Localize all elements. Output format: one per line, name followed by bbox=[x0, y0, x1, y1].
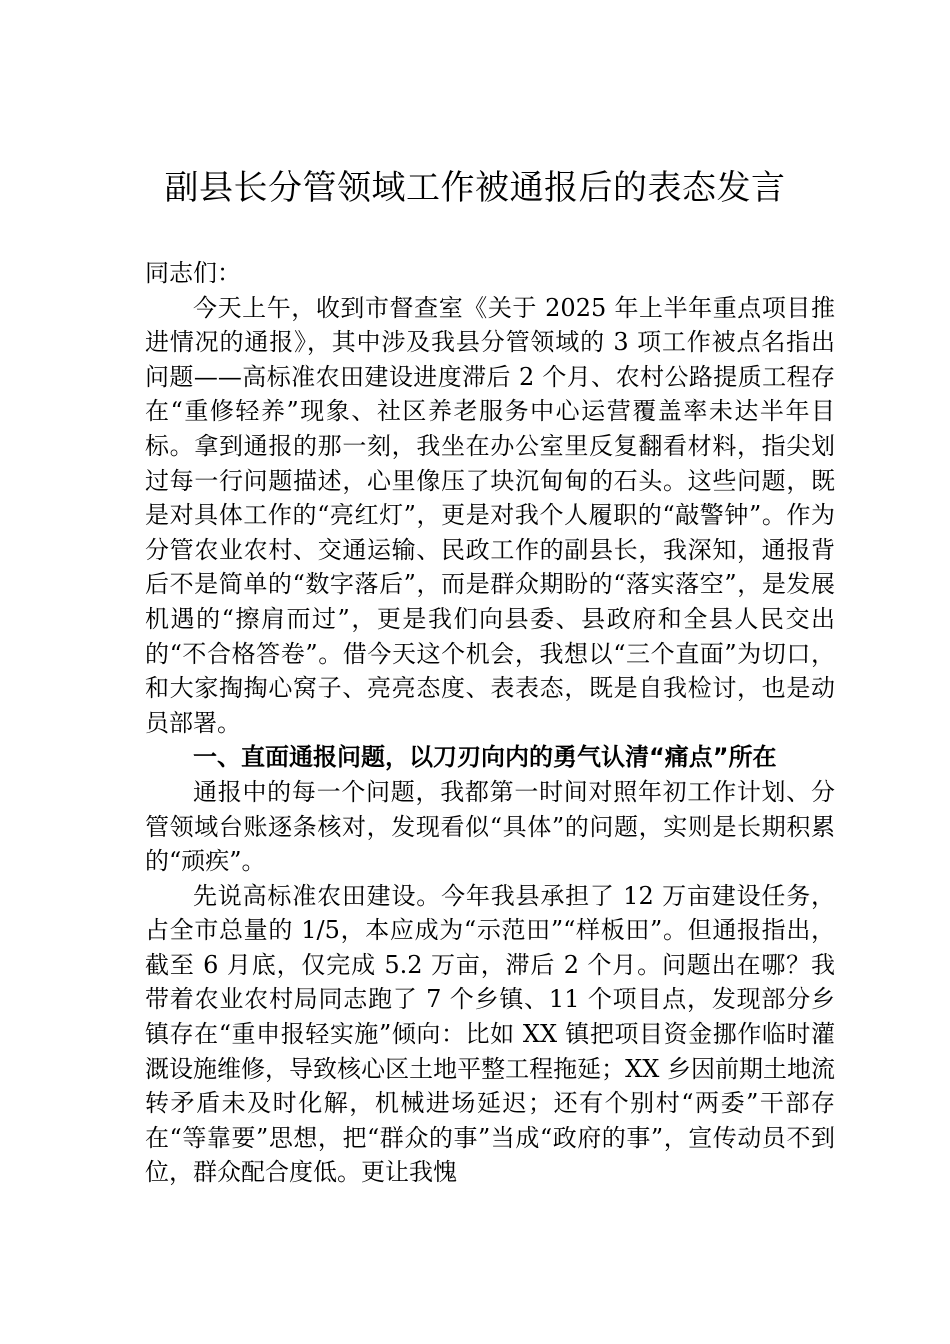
document-body bbox=[145, 256, 835, 1190]
salutation: 同志们： bbox=[145, 259, 241, 287]
document-title: 副县长分管领域工作被通报后的表态发言 bbox=[164, 168, 786, 208]
section-paragraph: 通报中的每一个问题，我都第一时间对照年初工作计划、分管领域台账逐条核对，发现看似“具体”的问题，实则是长期积累的“顽疾”。 bbox=[145, 777, 835, 876]
section-paragraph: 先说高标准农田建设。今年我县承担了 12 万亩建设任务，占全市总量的 1/5，本应成为“示范田”“样板田”。但通报指出，截至 6 月底，仅完成 5.2 万亩，滞后 2 个月。问题出在哪？我带着农业农村局同志跑了 7 个乡镇、11 个项目点，发现部分乡镇存在“重申报轻实施”倾向：比如 XX 镇把项目资金挪作临时灌溉设施维修，导致核心区土地平整工程拖延；XX 乡因前期土地流转矛盾未及时化解，机械进场延迟；还有个别村“两委”干部存在“等靠要”思想，把“群众的事”当成“政府的事”，宣传动员不到位，群众配合度低。更让我愧 bbox=[145, 881, 835, 1187]
section-heading: 一、直面通报问题，以刀刃向内的勇气认清“痛点”所在 bbox=[193, 743, 777, 772]
intro-paragraph: 今天上午，收到市督查室《关于 2025 年上半年重点项目推进情况的通报》，其中涉及我县分管领域的 3 项工作被点名指出问题——高标准农田建设进度滞后 2 个月、农村公路提质工程存在“重修轻养”现象、社区养老服务中心运营覆盖率未达半年目标。拿到通报的那一刻，我坐在办公室里反复翻看材料，指尖划过每一行问题描述，心里像压了块沉甸甸的石头。这些问题，既是对具体工作的“亮红灯”，更是对我个人履职的“敲警钟”。作为分管农业农村、交通运输、民政工作的副县长，我深知，通报背后不是简单的“数字落后”，而是群众期盼的“落实落空”，是发展机遇的“擦肩而过”，更是我们向县委、县政府和全县人民交出的“不合格答卷”。借今天这个机会，我想以“三个直面”为切口，和大家掏掏心窝子、亮亮态度、表表态，既是自我检讨，也是动员部署。 bbox=[145, 293, 835, 737]
